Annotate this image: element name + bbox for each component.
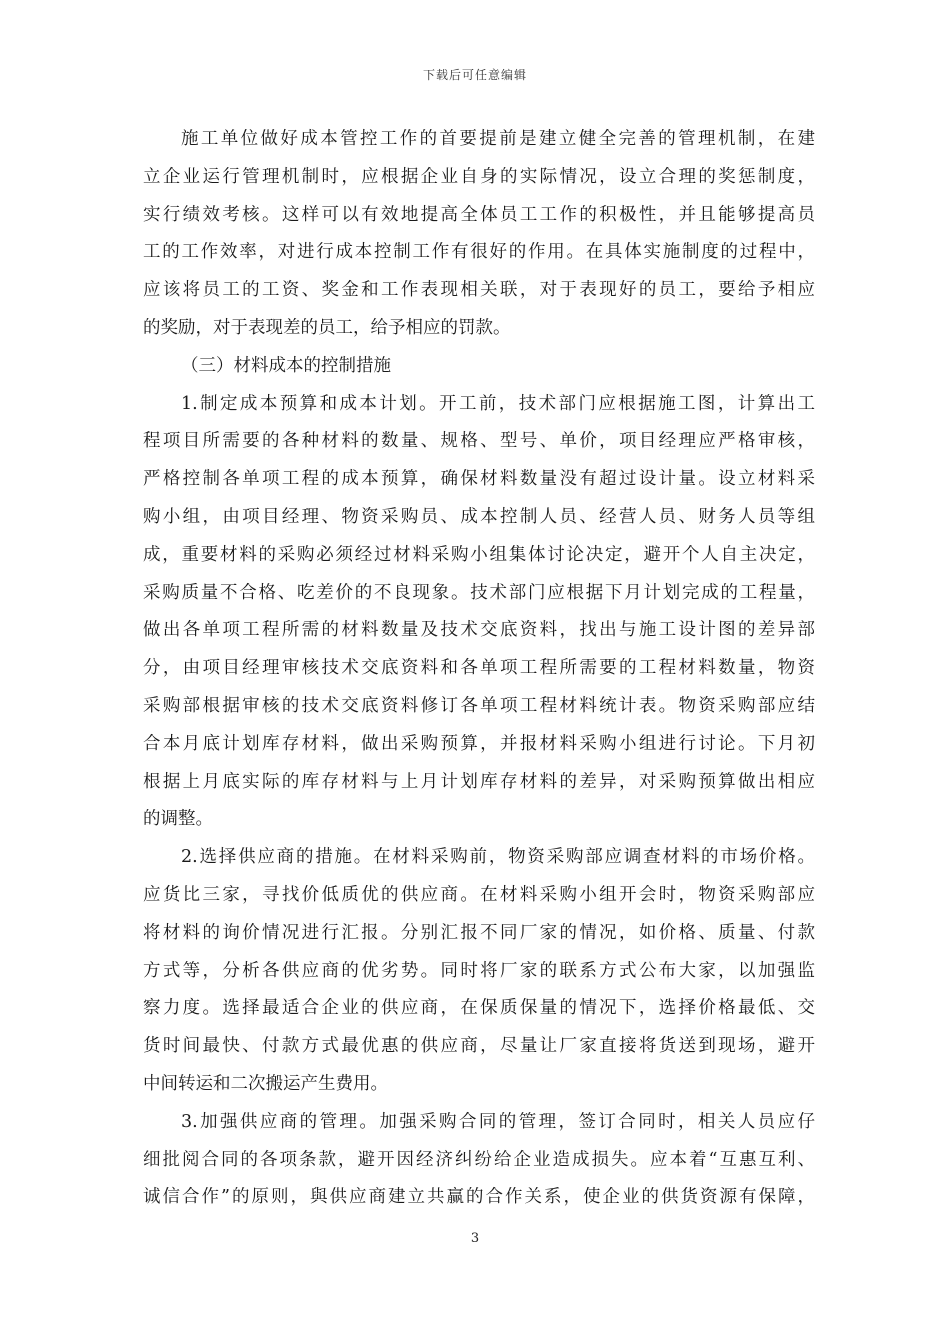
text-line: 合本月底计划库存材料，做出采购预算，并报材料采购小组进行讨论。下月初 (143, 733, 815, 754)
text-line: 采购部根据审核的技术交底资料修订各单项工程材料统计表。物资采购部应结 (143, 695, 815, 716)
page-number: 3 (470, 1231, 480, 1246)
text-line: 实行绩效考核。这样可以有效地提高全体员工工作的积极性，并且能够提高员 (143, 204, 815, 225)
text-line: 成，重要材料的采购必须经过材料采购小组集体讨论决定，避开个人自主决定， (143, 544, 815, 565)
text-line: 程项目所需要的各种材料的数量、规格、型号、单价，项目经理应严格审核， (143, 431, 815, 452)
text-line: 工的工作效率，对进行成本控制工作有很好的作用。在具体实施制度的过程中， (143, 242, 815, 263)
text-line: 立企业运行管理机制时，应根据企业自身的实际情况，设立合理的奖惩制度， (143, 166, 815, 187)
text-line: 施工单位做好成本管控工作的首要提前是建立健全完善的管理机制，在建 (181, 129, 815, 149)
text-line: 做出各单项工程所需的材料数量及技术交底资料，找出与施工设计图的差异部 (143, 620, 815, 641)
text-line: 3.加强供应商的管理。加强采购合同的管理，签订合同时，相关人员应仔 (181, 1111, 815, 1132)
text-line: 的调整。 (143, 809, 213, 830)
text-line: 根据上月底实际的库存材料与上月计划库存材料的差异，对采购预算做出相应 (143, 771, 815, 792)
text-line: 方式等，分析各供应商的优劣势。同时将厂家的联系方式公布大家，以加强监 (143, 960, 815, 981)
page-header-note: 下载后可任意编辑 (422, 68, 527, 82)
text-line: （三）材料成本的控制措施 (181, 355, 391, 376)
text-line: 细批阅合同的各项条款，避开因经济纠纷给企业造成损失。应本着“互惠互利、 (143, 1149, 815, 1170)
text-line: 严格控制各单项工程的成本预算，确保材料数量没有超过设计量。设立材料采 (143, 469, 815, 490)
document-body (143, 121, 815, 1217)
text-line: 货时间最快、付款方式最优惠的供应商，尽量让厂家直接将货送到现场，避开 (143, 1036, 815, 1057)
text-line: 诚信合作”的原则，與供应商建立共赢的合作关系，使企业的供货资源有保障， (143, 1187, 815, 1208)
text-line: 采购质量不合格、吃差价的不良现象。技术部门应根据下月计划完成的工程量， (143, 582, 815, 603)
text-line: 2.选择供应商的措施。在材料采购前，物资采购部应调查材料的市场价格。 (181, 847, 815, 868)
text-line: 将材料的询价情况进行汇报。分别汇报不同厂家的情况，如价格、质量、付款 (143, 922, 815, 943)
text-line: 购小组，由项目经理、物资采购员、成本控制人员、经营人员、财务人员等组 (143, 506, 815, 527)
text-line: 的奖励，对于表现差的员工，给予相应的罚款。 (143, 317, 511, 338)
text-line: 应货比三家，寻找价低质优的供应商。在材料采购小组开会时，物资采购部应 (143, 884, 815, 905)
text-line: 察力度。选择最适合企业的供应商，在保质保量的情况下，选择价格最低、交 (143, 998, 815, 1019)
text-line: 中间转运和二次搬运产生费用。 (143, 1073, 388, 1094)
text-line: 1.制定成本预算和成本计划。开工前，技术部门应根据施工图，计算出工 (181, 393, 815, 414)
text-line: 应该将员工的工资、奖金和工作表现相关联，对于表现好的员工，要给予相应 (143, 280, 815, 301)
text-line: 分，由项目经理审核技术交底资料和各单项工程所需要的工程材料数量，物资 (143, 658, 815, 679)
